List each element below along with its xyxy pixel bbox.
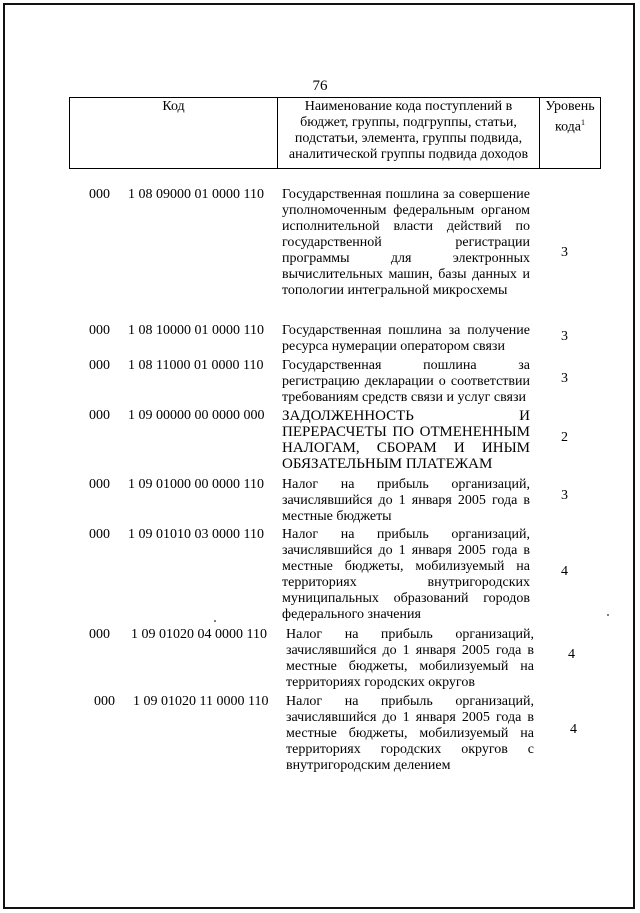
scan-speck [214,620,216,622]
row-code: 1 09 01010 03 0000 110 [128,527,264,542]
row-code: 1 08 10000 01 0000 110 [128,323,264,338]
row-name: ЗАДОЛЖЕННОСТЬ И ПЕРЕРАСЧЕТЫ ПО ОТМЕНЕННЫМ НАЛОГАМ, СБОРАМ И ИНЫМ ОБЯЗАТЕЛЬНЫМ ПЛАТЕЖАМ [282,408,530,472]
row-name: Государственная пошлина за совершение уполномоченным федеральным органом исполнительной власти действий по государственной регистрации программы для электронных вычислительных машин, базы данных и топологии интегральной микросхемы [282,187,530,298]
row-level: 2 [561,430,568,445]
header-level-label: Уровень кода [545,99,595,135]
row-prefix: 000 [89,627,110,642]
row-prefix: 000 [89,527,110,542]
header-code: Код [70,98,278,169]
row-name: Налог на прибыль организаций, зачислявшийся до 1 января 2005 года в местные бюджеты [282,477,530,524]
row-level: 3 [561,371,568,386]
row-name: Государственная пошлина за получение ресурса нумерации оператором связи [282,323,530,354]
row-level: 3 [561,488,568,503]
row-code: 1 08 11000 01 0000 110 [128,358,264,373]
row-code: 1 08 09000 01 0000 110 [128,187,264,202]
scan-speck [607,614,609,616]
header-level [540,98,601,169]
row-level: 3 [561,245,568,260]
row-level: 4 [568,647,575,662]
page-number: 76 [312,78,328,94]
row-level: 4 [570,722,577,737]
header-name: Наименование кода поступлений в бюджет, группы, подгруппы, статьи, подстатьи, элемента, группы подвида, аналитической группы подвида доходов [278,98,540,169]
row-level: 4 [561,564,568,579]
row-name: Налог на прибыль организаций, зачислявшийся до 1 января 2005 года в местные бюджеты, мобилизуемый на территориях внутригородских муниципальных образований городов федерального значения [282,527,530,622]
row-code: 1 09 00000 00 0000 000 [128,408,265,423]
row-name: Налог на прибыль организаций, зачислявшийся до 1 января 2005 года в местные бюджеты, мобилизуемый на территориях городских округов [286,627,534,690]
row-code: 1 09 01000 00 0000 110 [128,477,264,492]
row-code: 1 09 01020 11 0000 110 [133,694,269,709]
row-prefix: 000 [89,477,110,492]
table-header [69,97,601,169]
row-level: 3 [561,329,568,344]
row-prefix: 000 [94,694,115,709]
row-prefix: 000 [89,358,110,373]
row-code: 1 09 01020 04 0000 110 [131,627,267,642]
row-prefix: 000 [89,187,110,202]
header-level-footnote: 1 [581,118,586,127]
row-prefix: 000 [89,408,110,423]
row-name: Налог на прибыль организаций, зачислявшийся до 1 января 2005 года в местные бюджеты, мобилизуемый на территориях городских округов с внутригородским делением [286,694,534,773]
row-prefix: 000 [89,323,110,338]
row-name: Государственная пошлина за регистрацию декларации о соответствии требованиям средств связи и услуг связи [282,358,530,405]
